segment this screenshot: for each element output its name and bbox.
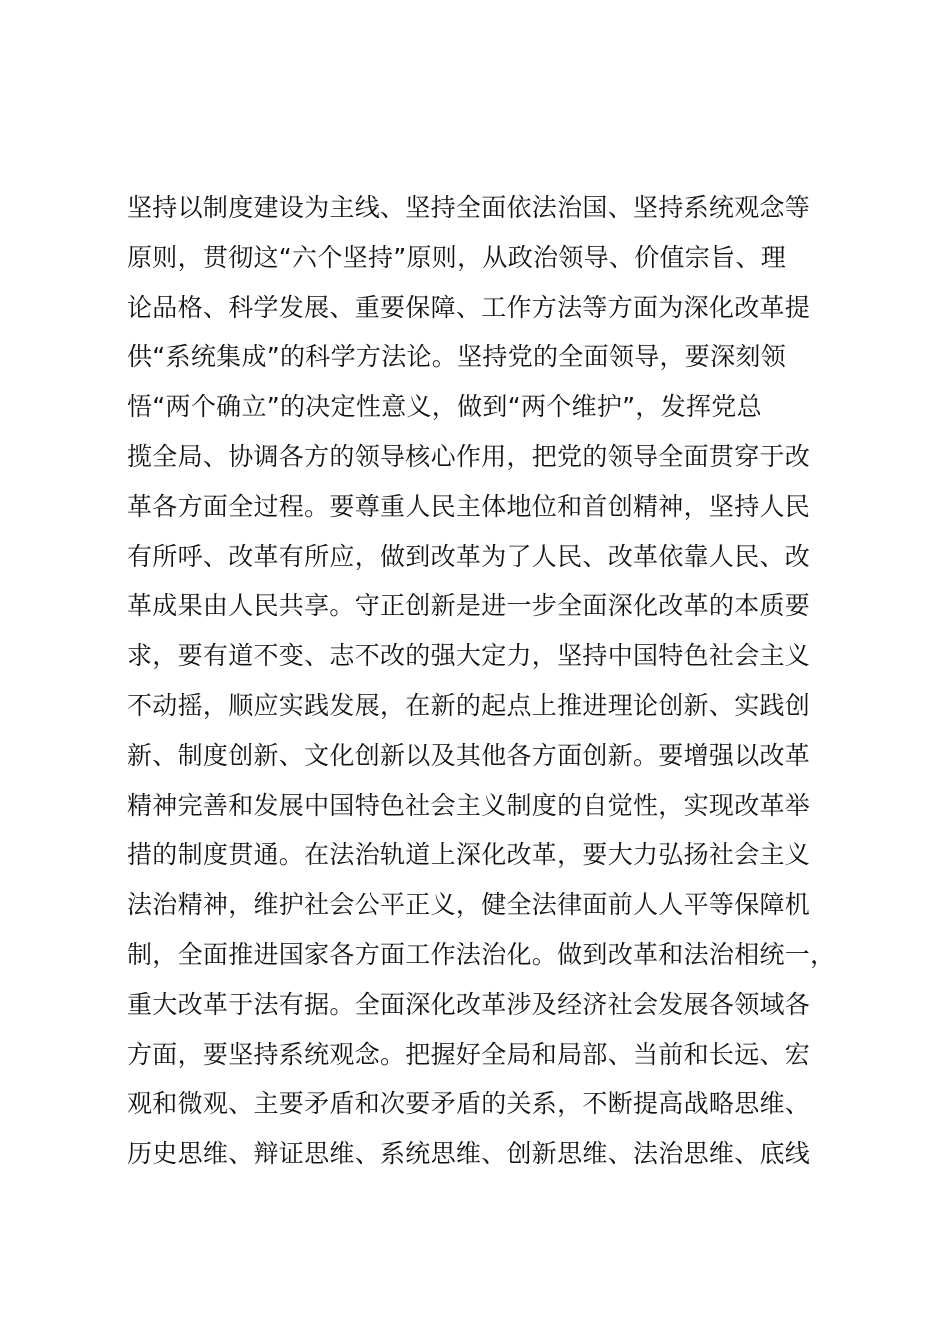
text-line: 精神完善和发展中国特色社会主义制度的自觉性，实现改革举 (127, 790, 811, 820)
text-line: 供“系统集成”的科学方法论。坚持党的全面领导，要深刻领 (127, 342, 787, 372)
text-line: 革成果由人民共享。守正创新是进一步全面深化改革的本质要 (127, 591, 811, 621)
text-line: 新、制度创新、文化创新以及其他各方面创新。要增强以改革 (127, 740, 811, 770)
text-line: 求，要有道不变、志不改的强大定力，坚持中国特色社会主义 (127, 641, 811, 671)
text-line: 法治精神，维护社会公平正义，健全法律面前人人平等保障机 (127, 890, 811, 920)
text-line: 原则，贯彻这“六个坚持”原则，从政治领导、价值宗旨、理 (127, 242, 787, 272)
text-line: 制，全面推进国家各方面工作法治化。做到改革和法治相统一， (127, 939, 836, 969)
text-line: 有所呼、改革有所应，做到改革为了人民、改革依靠人民、改 (127, 541, 811, 571)
text-line: 悟“两个确立”的决定性意义，做到“两个维护”，发挥党总 (127, 392, 762, 422)
text-line: 革各方面全过程。要尊重人民主体地位和首创精神，坚持人民 (127, 491, 811, 521)
text-line: 观和微观、主要矛盾和次要矛盾的关系，不断提高战略思维、 (127, 1089, 811, 1119)
body-paragraph (127, 183, 847, 1179)
text-line: 坚持以制度建设为主线、坚持全面依法治国、坚持系统观念等 (127, 193, 811, 222)
text-line: 措的制度贯通。在法治轨道上深化改革，要大力弘扬社会主义 (127, 840, 811, 870)
text-line: 方面，要坚持系统观念。把握好全局和局部、当前和长远、宏 (127, 1039, 811, 1069)
text-line: 论品格、科学发展、重要保障、工作方法等方面为深化改革提 (127, 292, 811, 322)
text-line: 重大改革于法有据。全面深化改革涉及经济社会发展各领域各 (127, 989, 811, 1019)
text-line: 历史思维、辩证思维、系统思维、创新思维、法治思维、底线 (127, 1139, 811, 1169)
text-line: 揽全局、协调各方的领导核心作用，把党的领导全面贯穿于改 (127, 441, 811, 471)
text-line: 不动摇，顺应实践发展，在新的起点上推进理论创新、实践创 (127, 690, 811, 720)
